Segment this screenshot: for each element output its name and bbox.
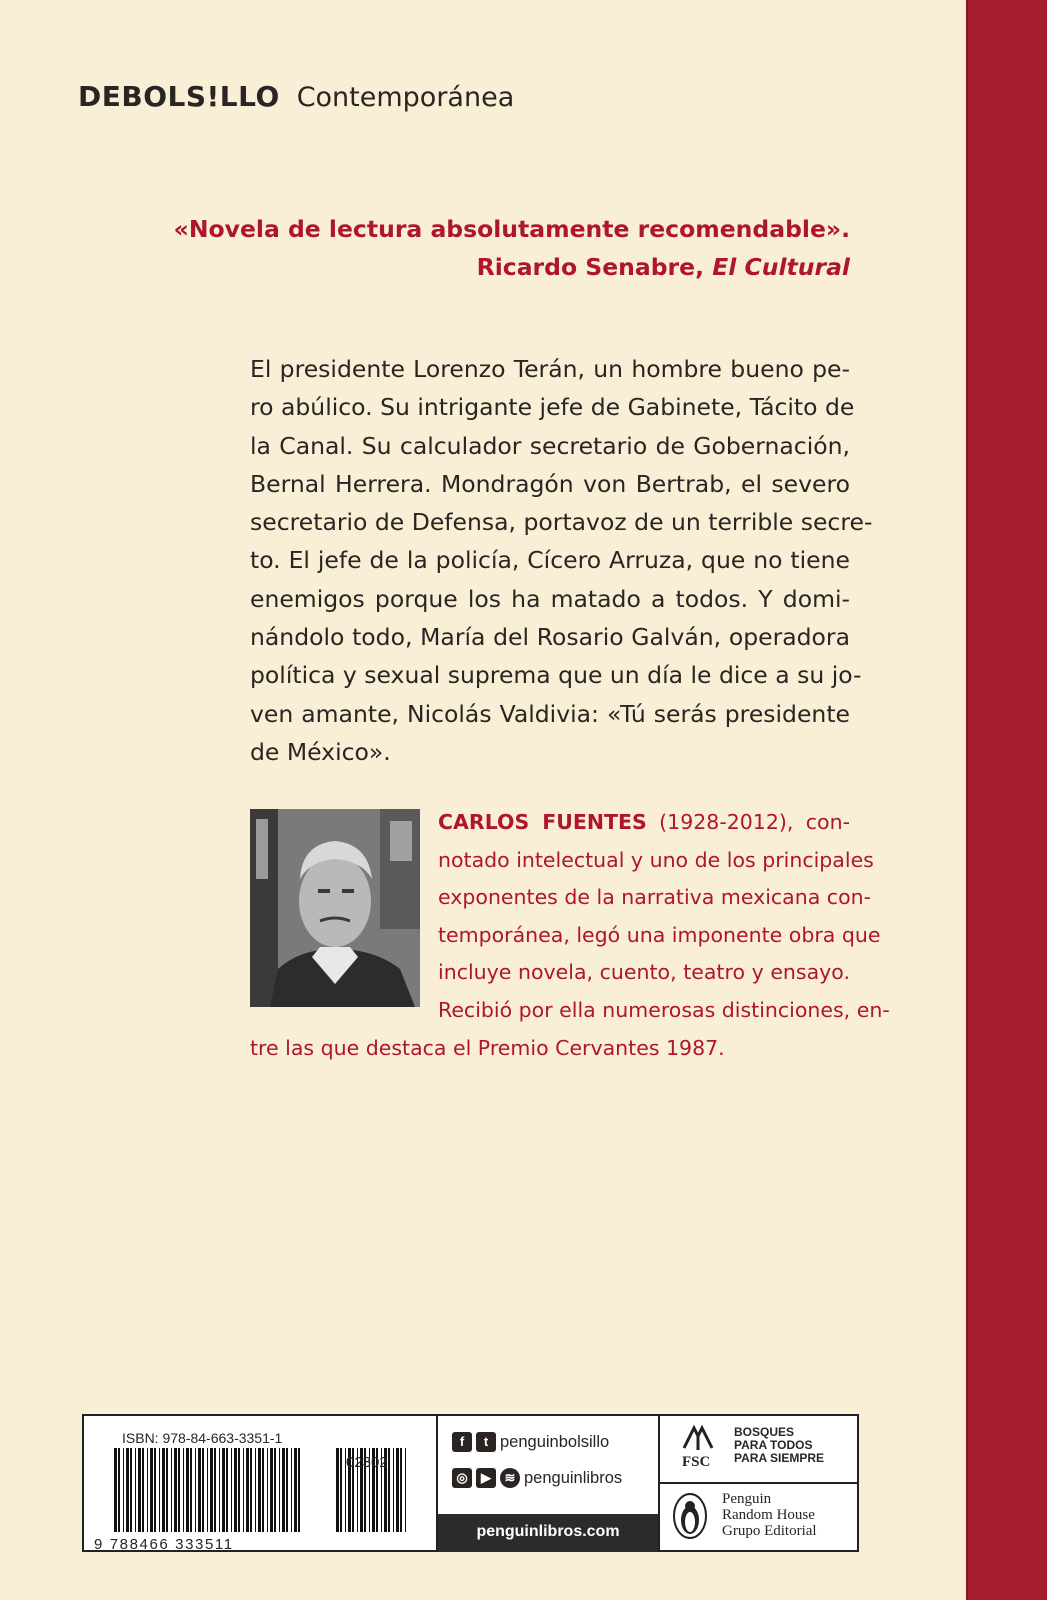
synopsis-line: ro abúlico. Su intrigante jefe de Gabinete, Tácito de <box>250 393 855 422</box>
synopsis <box>250 350 873 771</box>
publisher-line: Grupo Editorial <box>722 1523 817 1539</box>
website-link[interactable]: penguinlibros.com <box>438 1514 658 1552</box>
quote-publication: El Cultural <box>712 253 850 281</box>
synopsis-line: la Canal. Su calculador secretario de Gobernación, <box>250 431 850 460</box>
publisher-line: Penguin <box>722 1491 772 1507</box>
bio-line: Recibió por ella numerosas distinciones, en- <box>438 997 890 1022</box>
barcode-digits: 9 788466 333511 <box>94 1536 234 1553</box>
social-handle-libros[interactable]: penguinlibros <box>524 1468 623 1487</box>
debolsillo-logo: DEBOLS!LLO <box>78 80 280 113</box>
fsc-label <box>660 1416 857 1484</box>
synopsis-line: enemigos porque los ha matado a todos. Y domi- <box>250 584 850 613</box>
fsc-slogan-line: BOSQUES <box>734 1425 795 1439</box>
book-spine <box>966 0 1047 1600</box>
quote-text: «Novela de lectura absolutamente recomendable». <box>173 215 850 243</box>
author-bio <box>250 804 890 1067</box>
fsc-slogan-line: PARA SIEMPRE <box>734 1451 825 1465</box>
fsc-slogan <box>734 1426 824 1465</box>
synopsis-line: nándolo todo, María del Rosario Galván, operadora <box>250 623 850 652</box>
author-dates: (1928-2012), con- <box>646 810 850 834</box>
bio-line <box>250 804 850 842</box>
review-quote <box>174 210 850 286</box>
bio-line: notado intelectual y uno de los principales <box>438 847 874 872</box>
bio-line: temporánea, legó una imponente obra que <box>438 922 881 947</box>
bio-line: tre las que destaca el Premio Cervantes 1987. <box>250 1035 725 1060</box>
bio-line: incluye novela, cuento, teatro y ensayo. <box>438 960 850 985</box>
barcode-addon: 02302 <box>346 1454 388 1471</box>
quote-attribution <box>174 248 850 286</box>
facebook-icon[interactable]: f <box>452 1432 472 1452</box>
publisher-brand <box>78 80 514 113</box>
publisher-line: Random House <box>722 1507 815 1523</box>
quote-author: Ricardo Senabre, <box>476 253 705 281</box>
synopsis-line: Bernal Herrera. Mondragón von Bertrab, el severo <box>250 469 850 498</box>
publisher-name <box>722 1491 817 1539</box>
author-name: CARLOS FUENTES <box>438 810 647 834</box>
social-row-1 <box>452 1432 609 1452</box>
collection-name: Contemporánea <box>296 82 515 113</box>
fsc-text: FSC <box>682 1454 711 1470</box>
synopsis-line: política y sexual suprema que un día le dice a su jo- <box>250 661 862 690</box>
synopsis-line: El presidente Lorenzo Terán, un hombre bueno pe- <box>250 355 850 383</box>
fsc-tree-icon <box>680 1422 716 1452</box>
synopsis-line: to. El jefe de la policía, Cícero Arruza, que no tiene <box>250 546 850 575</box>
spotify-icon[interactable]: ≋ <box>500 1468 520 1488</box>
bio-line: exponentes de la narrativa mexicana con- <box>438 885 872 910</box>
synopsis-line: de México». <box>250 737 391 766</box>
barcode-panel <box>82 1414 859 1552</box>
penguin-icon <box>672 1492 708 1540</box>
social-row-2 <box>452 1468 622 1488</box>
fsc-slogan-line: PARA TODOS <box>734 1438 813 1452</box>
social-handle-bolsillo[interactable]: penguinbolsillo <box>500 1432 610 1451</box>
twitter-icon[interactable]: t <box>476 1432 496 1452</box>
synopsis-line: ven amante, Nicolás Valdivia: «Tú serás presidente <box>250 699 850 728</box>
youtube-icon[interactable]: ▶ <box>476 1468 496 1488</box>
isbn-text: ISBN: 978-84-663-3351-1 <box>122 1430 283 1446</box>
publisher-logo <box>660 1482 857 1550</box>
synopsis-line: secretario de Defensa, portavoz de un terrible secre- <box>250 508 873 537</box>
instagram-icon[interactable]: ◎ <box>452 1468 472 1488</box>
